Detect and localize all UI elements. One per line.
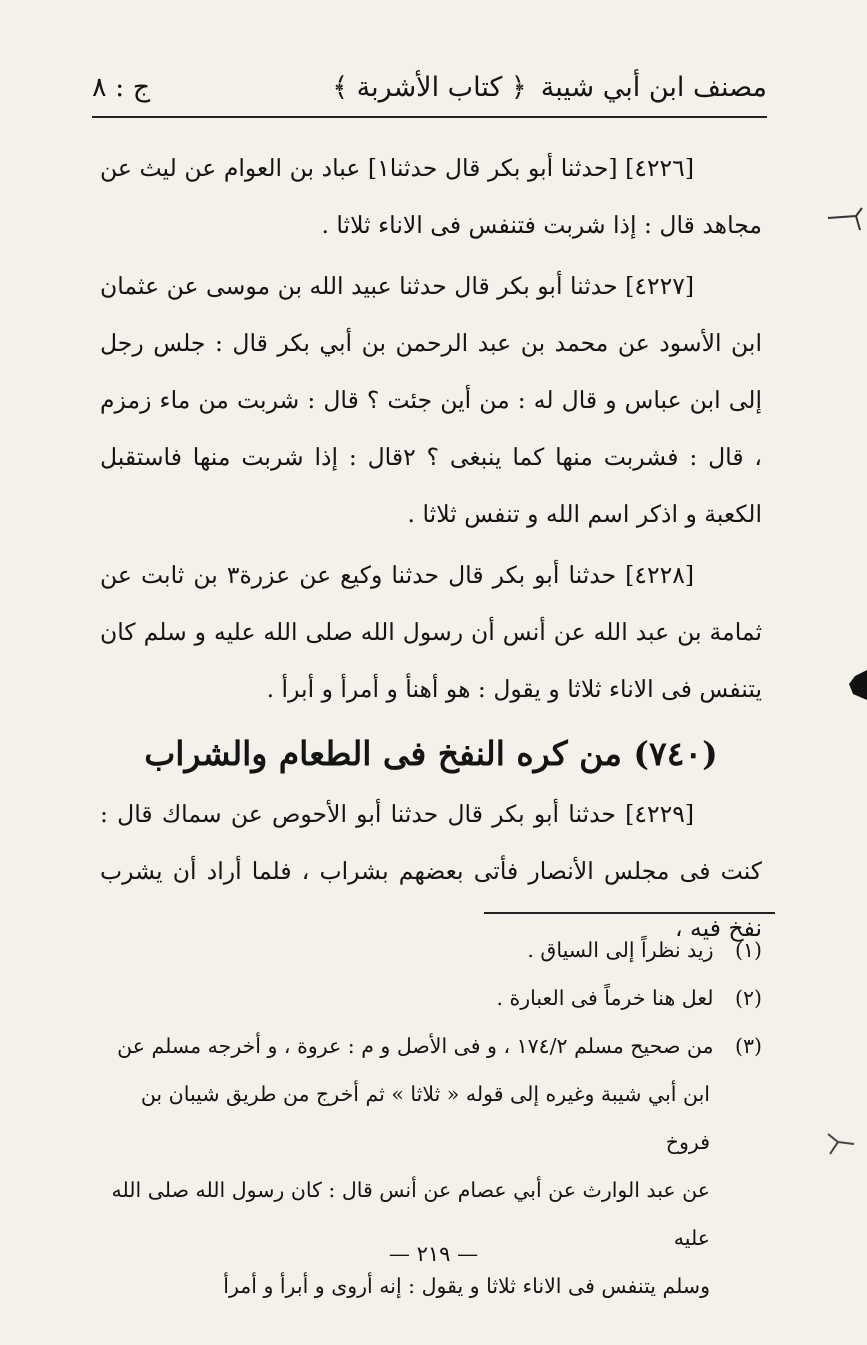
footnote-1	[100, 926, 762, 974]
margin-blot-icon	[845, 668, 867, 702]
header-book-title: ﴿ كتاب الأشربة ﴾	[332, 72, 527, 103]
footnote-number: (٢)	[734, 986, 762, 1010]
main-text	[100, 140, 762, 957]
footnote-3-line-3: عن عبد الوارث عن أبي عصام عن أنس قال : كان رسول الله صلى الله عليه	[111, 1178, 710, 1250]
footnote-2	[100, 974, 762, 1022]
header-rule	[92, 116, 767, 118]
page-number: — ٢١٩ —	[388, 1242, 479, 1266]
hadith-4228: [٤٢٢٨] حدثنا أبو بكر قال حدثنا وكيع عن عزرة٣ بن ثابت عن ثمامة بن عبد الله عن أنس أن رسول الله صلى الله عليه و سلم كان يتنفس فى الاناء ثلاثا و يقول : هو أهنأ و أمرأ و أبرأ .	[100, 561, 762, 703]
hadith-4227: [٤٢٢٧] حدثنا أبو بكر قال حدثنا عبيد الله بن موسى عن عثمان ابن الأسود عن محمد بن عبد الرحمن بن أبي بكر قال : جلس رجل إلى ابن عباس و قال له : من أين جئت ؟ قال : شربت من ماء زمزم ، قال : فشربت منها كما ينبغى ؟ ٢قال : إذا شربت منها فاستقبل الكعبة و اذكر اسم الله و تنفس ثلاثا .	[100, 272, 762, 528]
margin-mark-icon	[826, 206, 864, 232]
footnote-3-line-4: وسلم يتنفس فى الاناء ثلاثا و يقول : إنه أروى و أبرأ و أمرأ	[223, 1274, 710, 1298]
footnote-3	[100, 1022, 762, 1070]
footnote-number: (٣)	[734, 1034, 762, 1058]
footnote-number: (١)	[734, 938, 762, 962]
footnote-rule	[484, 912, 775, 914]
footnote-3-line-2: ابن أبي شيبة وغيره إلى قوله « ثلاثا » ثم أخرج من طريق شيبان بن فروخ	[140, 1082, 710, 1154]
footnote-text: زيد نظراً إلى السياق .	[527, 938, 714, 962]
margin-mark-icon	[826, 1126, 864, 1158]
chapter-heading: (٧٤٠) من كره النفخ فى الطعام والشراب	[144, 734, 718, 773]
header-volume: ج : ٨	[92, 72, 151, 103]
footnote-text: لعل هنا خرماً فى العبارة .	[496, 986, 714, 1010]
hadith-4229: [٤٢٢٩] حدثنا أبو بكر قال حدثنا أبو الأحوص عن سماك قال : كنت فى مجلس الأنصار فأتى بعضهم بشراب ، فلما أراد أن يشرب نفخ فيه ،	[100, 800, 762, 942]
running-header	[92, 68, 767, 112]
footnote-text: من صحيح مسلم ١٧٤/٢ ، و فى الأصل و م : عروة ، و أخرجه مسلم عن	[117, 1034, 714, 1058]
header-work-title: مصنف ابن أبي شيبة	[540, 72, 767, 103]
hadith-4226: [٤٢٢٦] [حدثنا أبو بكر قال حدثنا١] عباد بن العوام عن ليث عن مجاهد قال : إذا شربت فتنفس فى الاناء ثلاثا .	[100, 154, 762, 239]
